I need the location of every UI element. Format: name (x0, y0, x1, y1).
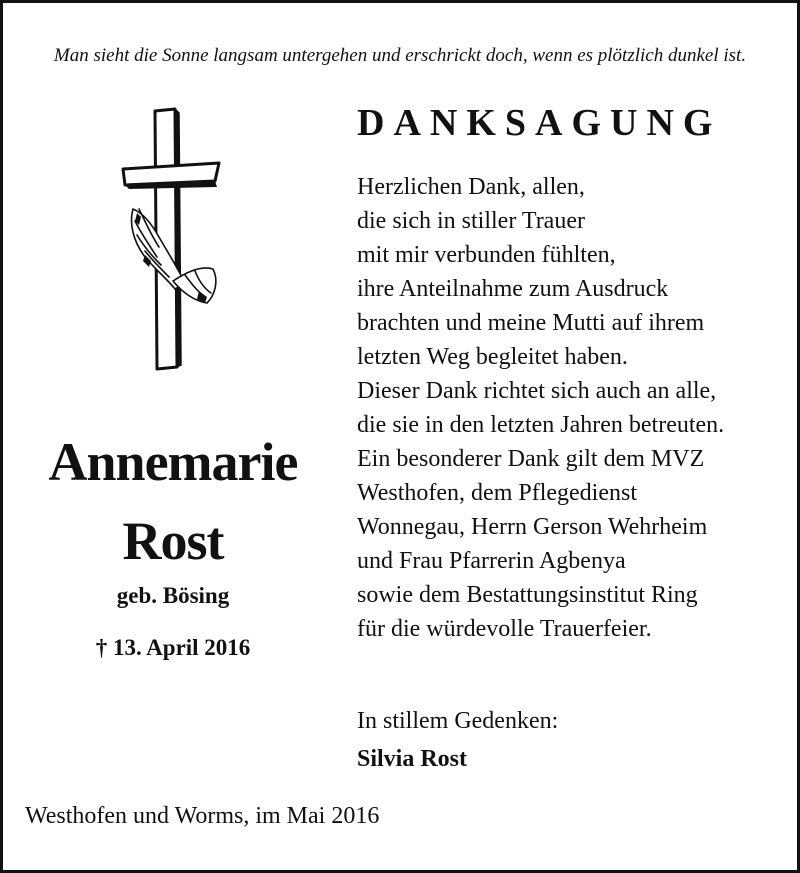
place-and-date: Westhofen und Worms, im Mai 2016 (25, 803, 380, 829)
thanks-text (357, 170, 724, 646)
text-line: die sich in stiller Trauer (357, 208, 585, 234)
text-line: Wonnegau, Herrn Gerson Wehrheim (357, 514, 708, 540)
text-line: brachten und meine Mutti auf ihrem (357, 310, 705, 336)
motto-quote: Man sieht die Sonne langsam untergehen und erschrickt doch, wenn es plötzlich dunkel ist. (53, 45, 747, 66)
text-line: letzten Weg begleitet haben. (357, 344, 628, 370)
signer-name: Silvia Rost (357, 746, 468, 772)
text-line: mit mir verbunden fühlten, (357, 242, 616, 268)
closing-line: In stillem Gedenken: (357, 708, 559, 734)
text-line: Ein besonderer Dank gilt dem MVZ (357, 446, 705, 472)
death-date: † 13. April 2016 (95, 635, 251, 660)
text-line: Dieser Dank richtet sich auch an alle, (357, 378, 717, 404)
text-line: Herzlichen Dank, allen, (357, 174, 585, 200)
text-line: ihre Anteilnahme zum Ausdruck (357, 276, 669, 302)
deceased-last-name: Rost (122, 511, 224, 571)
text-line: Westhofen, dem Pflegedienst (357, 480, 637, 506)
deceased-first-name: Annemarie (48, 432, 298, 492)
text-line: sowie dem Bestattungsinstitut Ring (357, 582, 698, 608)
cross-with-praying-hands-icon (115, 105, 225, 375)
text-line: und Frau Pfarrerin Agbenya (357, 548, 626, 574)
text-line: für die würdevolle Trauerfeier. (357, 616, 652, 642)
birth-name: geb. Bösing (116, 583, 230, 608)
text-line: die sie in den letzten Jahren betreuten. (357, 412, 725, 438)
heading-danksagung: DANKSAGUNG (357, 102, 722, 144)
